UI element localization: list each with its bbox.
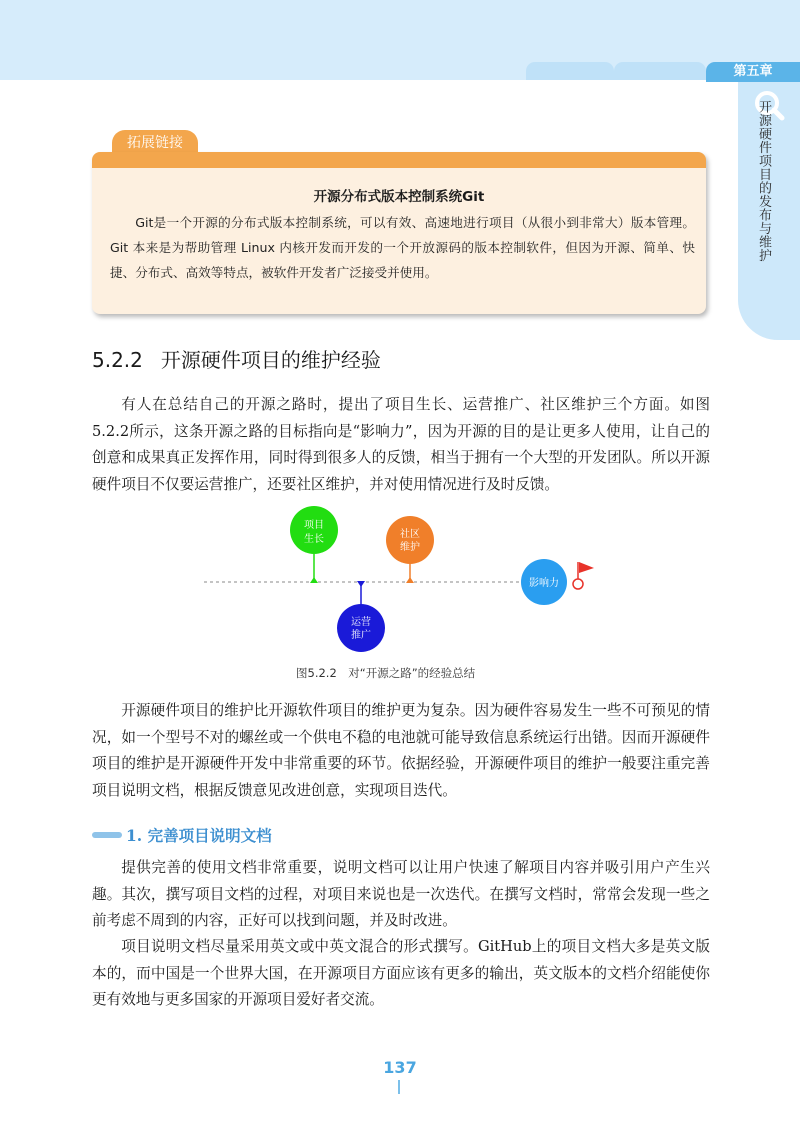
side-chapter-title: 开源硬件项目的发布与维护 <box>756 100 771 262</box>
node-promotion <box>337 581 385 652</box>
open-source-road-diagram <box>200 504 600 654</box>
extension-tag: 拓展链接 <box>112 130 198 156</box>
header-tab-2 <box>614 62 706 80</box>
node-project-growth <box>290 506 338 583</box>
community-label-1: 社区 <box>400 529 420 540</box>
node-influence <box>521 559 567 605</box>
paragraph-2: 开源硬件项目的维护比开源软件项目的维护更为复杂。因为硬件容易发生一些不可预见的情况，如一个型号不对的螺丝或一个供电不稳的电池就可能导致信息系统运行出错。因而开源硬件项目的维护是开源硬件开发中非常重要的环节。依据经验，开源硬件项目的维护一般要注重完善项目说明文档，根据反馈意见改进创意，实现项目迭代。 <box>92 702 710 799</box>
sub-paragraph-2: 项目说明文档尽量采用英文或中英文混合的形式撰写。GitHub上的项目文档大多是英文版本的，而中国是一个世界大国，在开源项目方面应该有更多的输出，英文版本的文档介绍能使你更有效地与更多国家的开源项目爱好者交流。 <box>92 938 710 1008</box>
paragraph-1: 有人在总结自己的开源之路时，提出了项目生长、运营推广、社区维护三个方面。如图5.2.2所示，这条开源之路的目标指向是“影响力”，因为开源的目的是让更多人使用，让自己的创意和成果真正发挥作用，同时得到很多人的反馈，相当于拥有一个大型的开发团队。所以开源硬件项目不仅要运营推广，还要社区维护，并对使用情况进行及时反馈。 <box>92 396 710 493</box>
extension-title: 开源分布式版本控制系统Git <box>313 189 485 205</box>
subsection-title: 1. 完善项目说明文档 <box>126 826 272 845</box>
promotion-label-1: 运营 <box>351 617 371 628</box>
section-number: 5.2.2 <box>92 348 143 372</box>
growth-label-1: 项目 <box>304 520 324 531</box>
red-flag-icon <box>573 562 594 589</box>
promotion-label-2: 推广 <box>351 630 371 641</box>
community-circle <box>386 516 434 564</box>
section-title: 开源硬件项目的维护经验 <box>160 348 381 372</box>
node-community <box>386 516 434 583</box>
subsection-bar <box>92 832 122 838</box>
sub-paragraph-1: 提供完善的使用文档非常重要，说明文档可以让用户快速了解项目内容并吸引用户产生兴趣。其次，撰写项目文档的过程，对项目来说也是一次迭代。在撰写文档时，常常会发现一些之前考虑不周到的内容，正好可以找到问题，并及时改进。 <box>92 859 710 929</box>
extension-text: Git是一个开源的分布式版本控制系统，可以有效、高速地进行项目（从很小到非常大）版本管理。Git 本来是为帮助管理 Linux 内核开发而开发的一个开放源码的版本控制软件，但因为开源、简单、快捷、分布式、高效等特点，被软件开发者广泛接受并使用。 <box>110 215 695 280</box>
header-tab-1 <box>526 62 614 80</box>
community-label-2: 维护 <box>400 542 420 553</box>
promotion-circle <box>337 604 385 652</box>
page-number: 137 <box>383 1058 417 1077</box>
chapter-label: 第五章 <box>706 62 800 82</box>
section-heading <box>92 344 381 373</box>
influence-label: 影响力 <box>529 578 559 589</box>
figure-caption: 图5.2.2 对“开源之路”的经验总结 <box>296 666 476 680</box>
growth-label-2: 生长 <box>304 534 324 545</box>
page-number-tick <box>398 1080 400 1094</box>
